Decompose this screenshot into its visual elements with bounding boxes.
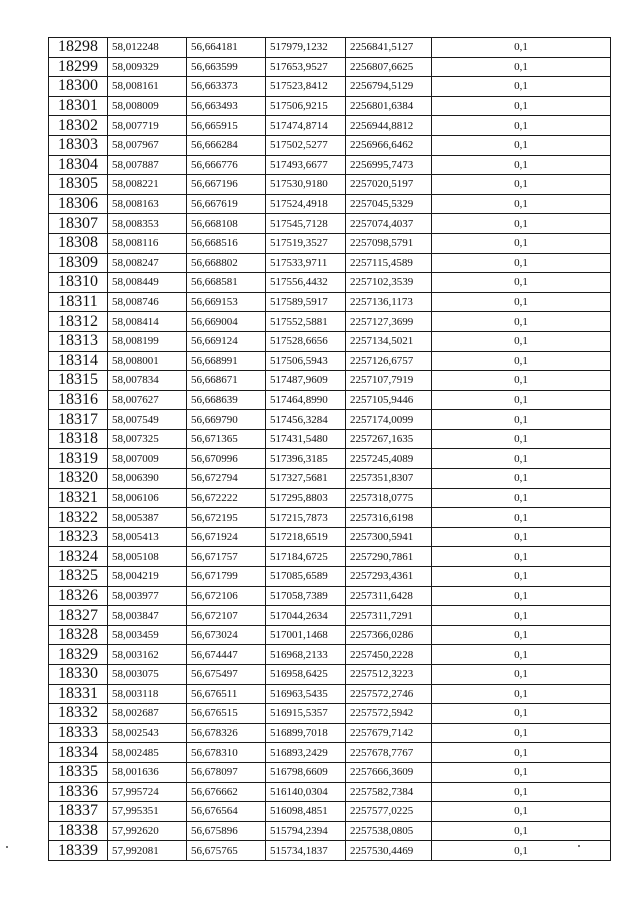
longitude-cell: 56,665915: [187, 116, 266, 136]
y-coordinate-cell: 2257020,5197: [346, 175, 432, 195]
latitude-cell: 58,007967: [108, 135, 187, 155]
y-coordinate-cell: 2257678,7767: [346, 743, 432, 763]
table-row: [49, 38, 611, 58]
latitude-cell: 58,008161: [108, 77, 187, 97]
table-row: [49, 762, 611, 782]
latitude-cell: 58,012248: [108, 38, 187, 58]
x-coordinate-cell: 517456,3284: [266, 410, 346, 430]
latitude-cell: 57,995351: [108, 802, 187, 822]
point-id-cell: 18301: [49, 96, 108, 116]
table-row: [49, 429, 611, 449]
y-coordinate-cell: 2257572,2746: [346, 684, 432, 704]
latitude-cell: 58,005387: [108, 508, 187, 528]
point-id-cell: 18328: [49, 625, 108, 645]
table-body: [49, 38, 611, 861]
table-row: [49, 96, 611, 116]
value-cell: 0,1: [432, 57, 611, 77]
latitude-cell: 58,008247: [108, 253, 187, 273]
point-id-cell: 18304: [49, 155, 108, 175]
point-id-cell: 18334: [49, 743, 108, 763]
point-id-cell: 18331: [49, 684, 108, 704]
latitude-cell: 58,009329: [108, 57, 187, 77]
point-id-cell: 18313: [49, 331, 108, 351]
y-coordinate-cell: 2256944,8812: [346, 116, 432, 136]
y-coordinate-cell: 2257126,6757: [346, 351, 432, 371]
y-coordinate-cell: 2257107,7919: [346, 371, 432, 391]
point-id-cell: 18303: [49, 135, 108, 155]
latitude-cell: 58,003977: [108, 586, 187, 606]
y-coordinate-cell: 2257127,3699: [346, 312, 432, 332]
point-id-cell: 18325: [49, 567, 108, 587]
table-row: [49, 841, 611, 861]
table-row: [49, 273, 611, 293]
table-row: [49, 645, 611, 665]
y-coordinate-cell: 2256801,6384: [346, 96, 432, 116]
y-coordinate-cell: 2257293,4361: [346, 567, 432, 587]
y-coordinate-cell: 2257666,3609: [346, 762, 432, 782]
latitude-cell: 58,004219: [108, 567, 187, 587]
point-id-cell: 18306: [49, 194, 108, 214]
x-coordinate-cell: 517218,6519: [266, 527, 346, 547]
longitude-cell: 56,674447: [187, 645, 266, 665]
y-coordinate-cell: 2257572,5942: [346, 704, 432, 724]
x-coordinate-cell: 517295,8803: [266, 488, 346, 508]
y-coordinate-cell: 2257577,0225: [346, 802, 432, 822]
point-id-cell: 18311: [49, 292, 108, 312]
longitude-cell: 56,669124: [187, 331, 266, 351]
x-coordinate-cell: 517533,9711: [266, 253, 346, 273]
x-coordinate-cell: 517523,8412: [266, 77, 346, 97]
value-cell: 0,1: [432, 351, 611, 371]
value-cell: 0,1: [432, 469, 611, 489]
latitude-cell: 57,995724: [108, 782, 187, 802]
point-id-cell: 18323: [49, 527, 108, 547]
point-id-cell: 18335: [49, 762, 108, 782]
y-coordinate-cell: 2257530,4469: [346, 841, 432, 861]
x-coordinate-cell: 517979,1232: [266, 38, 346, 58]
point-id-cell: 18337: [49, 802, 108, 822]
table-row: [49, 782, 611, 802]
table-row: [49, 527, 611, 547]
y-coordinate-cell: 2257679,7142: [346, 723, 432, 743]
longitude-cell: 56,668671: [187, 371, 266, 391]
latitude-cell: 58,007719: [108, 116, 187, 136]
table-row: [49, 253, 611, 273]
point-id-cell: 18307: [49, 214, 108, 234]
y-coordinate-cell: 2257311,6428: [346, 586, 432, 606]
y-coordinate-cell: 2257366,0286: [346, 625, 432, 645]
value-cell: 0,1: [432, 135, 611, 155]
y-coordinate-cell: 2257098,5791: [346, 233, 432, 253]
longitude-cell: 56,670996: [187, 449, 266, 469]
table-row: [49, 586, 611, 606]
latitude-cell: 58,008221: [108, 175, 187, 195]
x-coordinate-cell: 517327,5681: [266, 469, 346, 489]
y-coordinate-cell: 2257318,0775: [346, 488, 432, 508]
point-id-cell: 18330: [49, 665, 108, 685]
table-row: [49, 175, 611, 195]
point-id-cell: 18302: [49, 116, 108, 136]
longitude-cell: 56,672106: [187, 586, 266, 606]
latitude-cell: 58,008163: [108, 194, 187, 214]
value-cell: 0,1: [432, 527, 611, 547]
table-row: [49, 135, 611, 155]
value-cell: 0,1: [432, 645, 611, 665]
latitude-cell: 58,007887: [108, 155, 187, 175]
longitude-cell: 56,676515: [187, 704, 266, 724]
x-coordinate-cell: 516893,2429: [266, 743, 346, 763]
latitude-cell: 58,007834: [108, 371, 187, 391]
longitude-cell: 56,668581: [187, 273, 266, 293]
y-coordinate-cell: 2257105,9446: [346, 390, 432, 410]
value-cell: 0,1: [432, 704, 611, 724]
point-id-cell: 18318: [49, 429, 108, 449]
value-cell: 0,1: [432, 155, 611, 175]
point-id-cell: 18319: [49, 449, 108, 469]
coordinates-table: [48, 37, 611, 861]
point-id-cell: 18336: [49, 782, 108, 802]
table-row: [49, 292, 611, 312]
y-coordinate-cell: 2256794,5129: [346, 77, 432, 97]
table-row: [49, 625, 611, 645]
x-coordinate-cell: 517653,9527: [266, 57, 346, 77]
point-id-cell: 18324: [49, 547, 108, 567]
table-row: [49, 214, 611, 234]
point-id-cell: 18322: [49, 508, 108, 528]
point-id-cell: 18298: [49, 38, 108, 58]
longitude-cell: 56,668802: [187, 253, 266, 273]
value-cell: 0,1: [432, 292, 611, 312]
longitude-cell: 56,669153: [187, 292, 266, 312]
y-coordinate-cell: 2257450,2228: [346, 645, 432, 665]
latitude-cell: 58,008009: [108, 96, 187, 116]
value-cell: 0,1: [432, 253, 611, 273]
x-coordinate-cell: 517001,1468: [266, 625, 346, 645]
value-cell: 0,1: [432, 233, 611, 253]
longitude-cell: 56,663599: [187, 57, 266, 77]
value-cell: 0,1: [432, 214, 611, 234]
x-coordinate-cell: 517519,3527: [266, 233, 346, 253]
x-coordinate-cell: 517085,6589: [266, 567, 346, 587]
value-cell: 0,1: [432, 331, 611, 351]
longitude-cell: 56,675765: [187, 841, 266, 861]
longitude-cell: 56,671757: [187, 547, 266, 567]
latitude-cell: 58,001636: [108, 762, 187, 782]
y-coordinate-cell: 2256966,6462: [346, 135, 432, 155]
point-id-cell: 18327: [49, 606, 108, 626]
y-coordinate-cell: 2257512,3223: [346, 665, 432, 685]
point-id-cell: 18299: [49, 57, 108, 77]
latitude-cell: 58,003459: [108, 625, 187, 645]
latitude-cell: 58,002543: [108, 723, 187, 743]
y-coordinate-cell: 2257174,0099: [346, 410, 432, 430]
x-coordinate-cell: 517528,6656: [266, 331, 346, 351]
x-coordinate-cell: 517487,9609: [266, 371, 346, 391]
longitude-cell: 56,666776: [187, 155, 266, 175]
longitude-cell: 56,671924: [187, 527, 266, 547]
longitude-cell: 56,667619: [187, 194, 266, 214]
value-cell: 0,1: [432, 606, 611, 626]
longitude-cell: 56,666284: [187, 135, 266, 155]
x-coordinate-cell: 517502,5277: [266, 135, 346, 155]
table-row: [49, 410, 611, 430]
longitude-cell: 56,676564: [187, 802, 266, 822]
value-cell: 0,1: [432, 312, 611, 332]
table-row: [49, 665, 611, 685]
point-id-cell: 18329: [49, 645, 108, 665]
value-cell: 0,1: [432, 684, 611, 704]
y-coordinate-cell: 2257102,3539: [346, 273, 432, 293]
latitude-cell: 58,003118: [108, 684, 187, 704]
value-cell: 0,1: [432, 821, 611, 841]
x-coordinate-cell: 517464,8990: [266, 390, 346, 410]
point-id-cell: 18308: [49, 233, 108, 253]
latitude-cell: 58,008353: [108, 214, 187, 234]
latitude-cell: 58,003847: [108, 606, 187, 626]
x-coordinate-cell: 516915,5357: [266, 704, 346, 724]
longitude-cell: 56,668639: [187, 390, 266, 410]
longitude-cell: 56,675896: [187, 821, 266, 841]
value-cell: 0,1: [432, 38, 611, 58]
value-cell: 0,1: [432, 567, 611, 587]
longitude-cell: 56,675497: [187, 665, 266, 685]
x-coordinate-cell: 517044,2634: [266, 606, 346, 626]
longitude-cell: 56,663373: [187, 77, 266, 97]
x-coordinate-cell: 517396,3185: [266, 449, 346, 469]
value-cell: 0,1: [432, 802, 611, 822]
longitude-cell: 56,672222: [187, 488, 266, 508]
y-coordinate-cell: 2257045,5329: [346, 194, 432, 214]
point-id-cell: 18309: [49, 253, 108, 273]
x-coordinate-cell: 516963,5435: [266, 684, 346, 704]
value-cell: 0,1: [432, 116, 611, 136]
value-cell: 0,1: [432, 508, 611, 528]
value-cell: 0,1: [432, 96, 611, 116]
latitude-cell: 58,008199: [108, 331, 187, 351]
x-coordinate-cell: 517058,7389: [266, 586, 346, 606]
latitude-cell: 57,992081: [108, 841, 187, 861]
longitude-cell: 56,668108: [187, 214, 266, 234]
latitude-cell: 58,007627: [108, 390, 187, 410]
point-id-cell: 18320: [49, 469, 108, 489]
x-coordinate-cell: 516968,2133: [266, 645, 346, 665]
longitude-cell: 56,672107: [187, 606, 266, 626]
x-coordinate-cell: 517493,6677: [266, 155, 346, 175]
table-row: [49, 821, 611, 841]
latitude-cell: 58,006390: [108, 469, 187, 489]
x-coordinate-cell: 515794,2394: [266, 821, 346, 841]
longitude-cell: 56,668991: [187, 351, 266, 371]
y-coordinate-cell: 2257267,1635: [346, 429, 432, 449]
x-coordinate-cell: 517431,5480: [266, 429, 346, 449]
y-coordinate-cell: 2257351,8307: [346, 469, 432, 489]
latitude-cell: 58,008414: [108, 312, 187, 332]
latitude-cell: 58,002485: [108, 743, 187, 763]
x-coordinate-cell: 517530,9180: [266, 175, 346, 195]
x-coordinate-cell: 517474,8714: [266, 116, 346, 136]
value-cell: 0,1: [432, 175, 611, 195]
y-coordinate-cell: 2257115,4589: [346, 253, 432, 273]
longitude-cell: 56,676662: [187, 782, 266, 802]
value-cell: 0,1: [432, 625, 611, 645]
table-row: [49, 723, 611, 743]
table-row: [49, 704, 611, 724]
table-row: [49, 351, 611, 371]
x-coordinate-cell: 517589,5917: [266, 292, 346, 312]
value-cell: 0,1: [432, 449, 611, 469]
table-row: [49, 155, 611, 175]
table-row: [49, 567, 611, 587]
y-coordinate-cell: 2257300,5941: [346, 527, 432, 547]
latitude-cell: 58,005108: [108, 547, 187, 567]
longitude-cell: 56,663493: [187, 96, 266, 116]
point-id-cell: 18317: [49, 410, 108, 430]
y-coordinate-cell: 2256841,5127: [346, 38, 432, 58]
table-row: [49, 802, 611, 822]
point-id-cell: 18338: [49, 821, 108, 841]
point-id-cell: 18300: [49, 77, 108, 97]
value-cell: 0,1: [432, 429, 611, 449]
point-id-cell: 18314: [49, 351, 108, 371]
y-coordinate-cell: 2257074,4037: [346, 214, 432, 234]
value-cell: 0,1: [432, 194, 611, 214]
value-cell: 0,1: [432, 782, 611, 802]
y-coordinate-cell: 2256995,7473: [346, 155, 432, 175]
longitude-cell: 56,669790: [187, 410, 266, 430]
y-coordinate-cell: 2257290,7861: [346, 547, 432, 567]
value-cell: 0,1: [432, 743, 611, 763]
x-coordinate-cell: 517545,7128: [266, 214, 346, 234]
x-coordinate-cell: 516140,0304: [266, 782, 346, 802]
latitude-cell: 58,002687: [108, 704, 187, 724]
longitude-cell: 56,678310: [187, 743, 266, 763]
x-coordinate-cell: 516899,7018: [266, 723, 346, 743]
x-coordinate-cell: 517215,7873: [266, 508, 346, 528]
table-row: [49, 488, 611, 508]
longitude-cell: 56,678326: [187, 723, 266, 743]
value-cell: 0,1: [432, 77, 611, 97]
x-coordinate-cell: 516798,6609: [266, 762, 346, 782]
table-row: [49, 469, 611, 489]
longitude-cell: 56,668516: [187, 233, 266, 253]
x-coordinate-cell: 517184,6725: [266, 547, 346, 567]
point-id-cell: 18332: [49, 704, 108, 724]
latitude-cell: 58,003075: [108, 665, 187, 685]
x-coordinate-cell: 517506,9215: [266, 96, 346, 116]
value-cell: 0,1: [432, 762, 611, 782]
table-row: [49, 390, 611, 410]
table-row: [49, 743, 611, 763]
latitude-cell: 58,007549: [108, 410, 187, 430]
table-row: [49, 547, 611, 567]
longitude-cell: 56,671799: [187, 567, 266, 587]
point-id-cell: 18321: [49, 488, 108, 508]
table-row: [49, 312, 611, 332]
value-cell: 0,1: [432, 723, 611, 743]
y-coordinate-cell: 2257316,6198: [346, 508, 432, 528]
latitude-cell: 58,006106: [108, 488, 187, 508]
x-coordinate-cell: 515734,1837: [266, 841, 346, 861]
table-row: [49, 606, 611, 626]
y-coordinate-cell: 2257538,0805: [346, 821, 432, 841]
value-cell: 0,1: [432, 586, 611, 606]
table-row: [49, 233, 611, 253]
value-cell: 0,1: [432, 665, 611, 685]
latitude-cell: 57,992620: [108, 821, 187, 841]
point-id-cell: 18312: [49, 312, 108, 332]
longitude-cell: 56,671365: [187, 429, 266, 449]
scan-speck: [578, 845, 580, 847]
point-id-cell: 18339: [49, 841, 108, 861]
point-id-cell: 18310: [49, 273, 108, 293]
y-coordinate-cell: 2256807,6625: [346, 57, 432, 77]
value-cell: 0,1: [432, 273, 611, 293]
latitude-cell: 58,008746: [108, 292, 187, 312]
longitude-cell: 56,673024: [187, 625, 266, 645]
y-coordinate-cell: 2257136,1173: [346, 292, 432, 312]
x-coordinate-cell: 517506,5943: [266, 351, 346, 371]
x-coordinate-cell: 516098,4851: [266, 802, 346, 822]
latitude-cell: 58,005413: [108, 527, 187, 547]
y-coordinate-cell: 2257245,4089: [346, 449, 432, 469]
value-cell: 0,1: [432, 547, 611, 567]
longitude-cell: 56,667196: [187, 175, 266, 195]
longitude-cell: 56,678097: [187, 762, 266, 782]
longitude-cell: 56,672195: [187, 508, 266, 528]
point-id-cell: 18315: [49, 371, 108, 391]
table-row: [49, 116, 611, 136]
table-row: [49, 331, 611, 351]
value-cell: 0,1: [432, 371, 611, 391]
point-id-cell: 18305: [49, 175, 108, 195]
table-row: [49, 508, 611, 528]
latitude-cell: 58,007325: [108, 429, 187, 449]
y-coordinate-cell: 2257134,5021: [346, 331, 432, 351]
table-row: [49, 57, 611, 77]
latitude-cell: 58,008001: [108, 351, 187, 371]
table-row: [49, 371, 611, 391]
x-coordinate-cell: 517524,4918: [266, 194, 346, 214]
latitude-cell: 58,008116: [108, 233, 187, 253]
x-coordinate-cell: 517556,4432: [266, 273, 346, 293]
table-row: [49, 77, 611, 97]
longitude-cell: 56,664181: [187, 38, 266, 58]
point-id-cell: 18316: [49, 390, 108, 410]
table-row: [49, 449, 611, 469]
y-coordinate-cell: 2257582,7384: [346, 782, 432, 802]
point-id-cell: 18326: [49, 586, 108, 606]
value-cell: 0,1: [432, 841, 611, 861]
latitude-cell: 58,007009: [108, 449, 187, 469]
latitude-cell: 58,003162: [108, 645, 187, 665]
latitude-cell: 58,008449: [108, 273, 187, 293]
table-row: [49, 194, 611, 214]
value-cell: 0,1: [432, 390, 611, 410]
longitude-cell: 56,672794: [187, 469, 266, 489]
point-id-cell: 18333: [49, 723, 108, 743]
x-coordinate-cell: 516958,6425: [266, 665, 346, 685]
value-cell: 0,1: [432, 488, 611, 508]
table-row: [49, 684, 611, 704]
value-cell: 0,1: [432, 410, 611, 430]
x-coordinate-cell: 517552,5881: [266, 312, 346, 332]
scan-speck: [6, 846, 8, 848]
y-coordinate-cell: 2257311,7291: [346, 606, 432, 626]
longitude-cell: 56,676511: [187, 684, 266, 704]
longitude-cell: 56,669004: [187, 312, 266, 332]
